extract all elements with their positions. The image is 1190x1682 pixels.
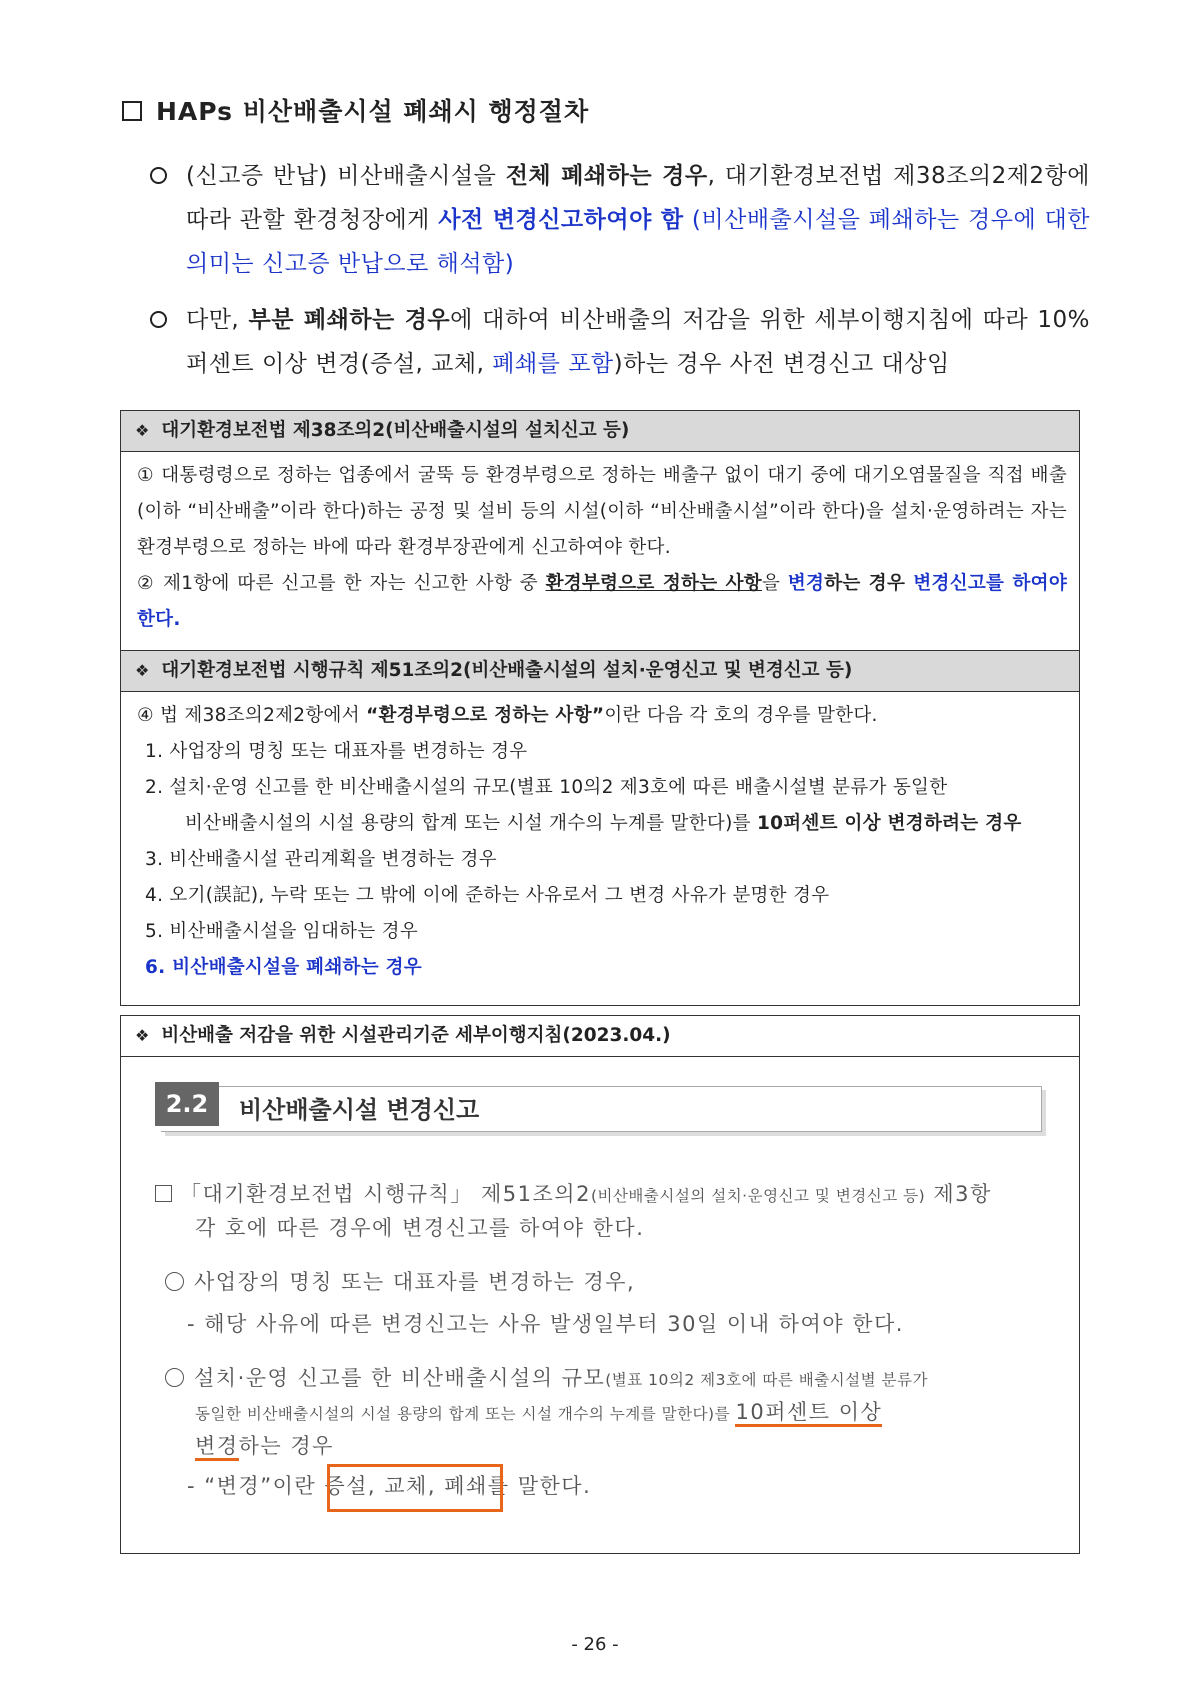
- diamond-bullet-icon: ❖: [135, 1026, 150, 1045]
- excerpt-line: 각 호에 따른 경우에 변경신고를 하여야 한다.: [195, 1216, 645, 1240]
- excerpt-line: - “변경”이란 증설, 교체, 폐쇄를 말한다.: [187, 1474, 592, 1498]
- circle-bullet-icon: [150, 167, 167, 184]
- list-item: 2. 설치·운영 신고를 한 비산배출시설의 규모(별표 10의2 제3호에 따른 배출시설별 분류가 동일한: [145, 777, 948, 798]
- excerpt-line: 변경하는 경우: [195, 1430, 334, 1460]
- list-item-continuation: 비산배출시설의 시설 용량의 합계 또는 시설 개수의 누계를 말한다)를 10퍼센트 이상 변경하려는 경우: [185, 813, 1022, 834]
- excerpt-line: - 해당 사유에 따른 변경신고는 사유 발생일부터 30일 이내 하여야 한다.: [187, 1312, 904, 1336]
- enforcement-rule-body: ④ 법 제38조의2제2항에서 “환경부령으로 정하는 사항”이란 다음 각 호의 경우를 말한다. 1. 사업장의 명칭 또는 대표자를 변경하는 경우 2. 설치·운영 신고를 한 비산배출시설의 규모(별표 10의2 제3호에 따른 배출시설별 분류가 동일한 비산배출시설의 시설 용량의 합계 또는 시설 개수의 누계를 말한다)를 10퍼센트 이상 변경하려는 경우 3. 비산배출시설 관리계획을 변경하는 경우 4. 오기(誤記), 누락 또는 그 밖에 이에 준하는 사유로서 그 변경 사유가 분명한 경우 5. 비산배출시설을 임대하는 경우 6. 비산배출시설을 폐쇄하는 경우: [121, 692, 1079, 986]
- list-item: 3. 비산배출시설 관리계획을 변경하는 경우: [145, 849, 497, 870]
- law-box: [120, 410, 1080, 1006]
- list-item: 1. 사업장의 명칭 또는 대표자를 변경하는 경우: [145, 741, 528, 762]
- excerpt-line: 「대기환경보전법 시행규칙」 제51조의2(비산배출시설의 설치·운영신고 및 변경신고 등) 제3항: [155, 1178, 992, 1208]
- checkbox-square-icon: [122, 101, 142, 121]
- diamond-bullet-icon: ❖: [135, 661, 150, 680]
- guideline-header: ❖ 비산배출 저감을 위한 시설관리기준 세부이행지침(2023.04.): [121, 1016, 1079, 1057]
- list-item: 6. 비산배출시설을 폐쇄하는 경우: [145, 957, 422, 978]
- guideline-excerpt-image: [121, 1058, 1079, 1553]
- excerpt-line: 설치·운영 신고를 한 비산배출시설의 규모(별표 10의2 제3호에 따른 배출시설별 분류가: [165, 1362, 928, 1392]
- law-article-header: ❖ 대기환경보전법 제38조의2(비산배출시설의 설치신고 등): [121, 411, 1079, 452]
- law-article-body: ① 대통령령으로 정하는 업종에서 굴뚝 등 환경부령으로 정하는 배출구 없이 대기 중에 대기오염물질을 직접 배출(이하 “비산배출”이라 한다)하는 공정 및 설비 등의 시설(이하 “비산배출시설”이라 한다)을 설치·운영하려는 자는 환경부령으로 정하는 바에 따라 환경부장관에게 신고하여야 한다. ② 제1항에 따른 신고를 한 자는 신고한 사항 중 환경부령으로 정하는 사항을 변경하는 경우 변경신고를 하여야 한다.: [137, 465, 1067, 630]
- excerpt-line: 사업장의 명칭 또는 대표자를 변경하는 경우,: [165, 1266, 635, 1296]
- guideline-box: [120, 1015, 1080, 1554]
- highlight-box: [327, 1464, 503, 1512]
- page-number: - 26 -: [571, 1634, 619, 1655]
- paragraph-full-closure: (신고증 반납) 비산배출시설을 전체 폐쇄하는 경우, 대기환경보전법 제38조의2제2항에 따라 관할 환경청장에게 사전 변경신고하여야 함 (비산배출시설을 폐쇄하는 경우에 대한 의미는 신고증 반납으로 해석함): [150, 154, 1090, 286]
- circle-bullet-icon: [165, 1272, 184, 1291]
- list-item: 5. 비산배출시설을 임대하는 경우: [145, 921, 419, 942]
- section-number-badge: 2.2: [155, 1082, 219, 1126]
- highlight-underline: 10퍼센트 이상: [735, 1400, 882, 1427]
- circle-bullet-icon: [165, 1368, 184, 1387]
- highlight-underline: 변경: [195, 1434, 239, 1461]
- circle-bullet-icon: [150, 311, 167, 328]
- section-heading: HAPs 비산배출시설 폐쇄시 행정절차: [122, 92, 589, 128]
- section-title: 비산배출시설 변경신고: [239, 1096, 480, 1124]
- list-item: 4. 오기(誤記), 누락 또는 그 밖에 이에 준하는 사유로서 그 변경 사유가 분명한 경우: [145, 885, 830, 906]
- checkbox-square-icon: [155, 1185, 172, 1202]
- diamond-bullet-icon: ❖: [135, 421, 150, 440]
- paragraph-partial-closure: 다만, 부분 폐쇄하는 경우에 대하여 비산배출의 저감을 위한 세부이행지침에 따라 10%퍼센트 이상 변경(증설, 교체, 폐쇄를 포함)하는 경우 사전 변경신고 대상임: [150, 298, 1090, 386]
- excerpt-line: 동일한 비산배출시설의 시설 용량의 합계 또는 시설 개수의 누계를 말한다)를 10퍼센트 이상: [195, 1396, 882, 1426]
- enforcement-rule-header: ❖ 대기환경보전법 시행규칙 제51조의2(비산배출시설의 설치·운영신고 및 변경신고 등): [121, 651, 1079, 692]
